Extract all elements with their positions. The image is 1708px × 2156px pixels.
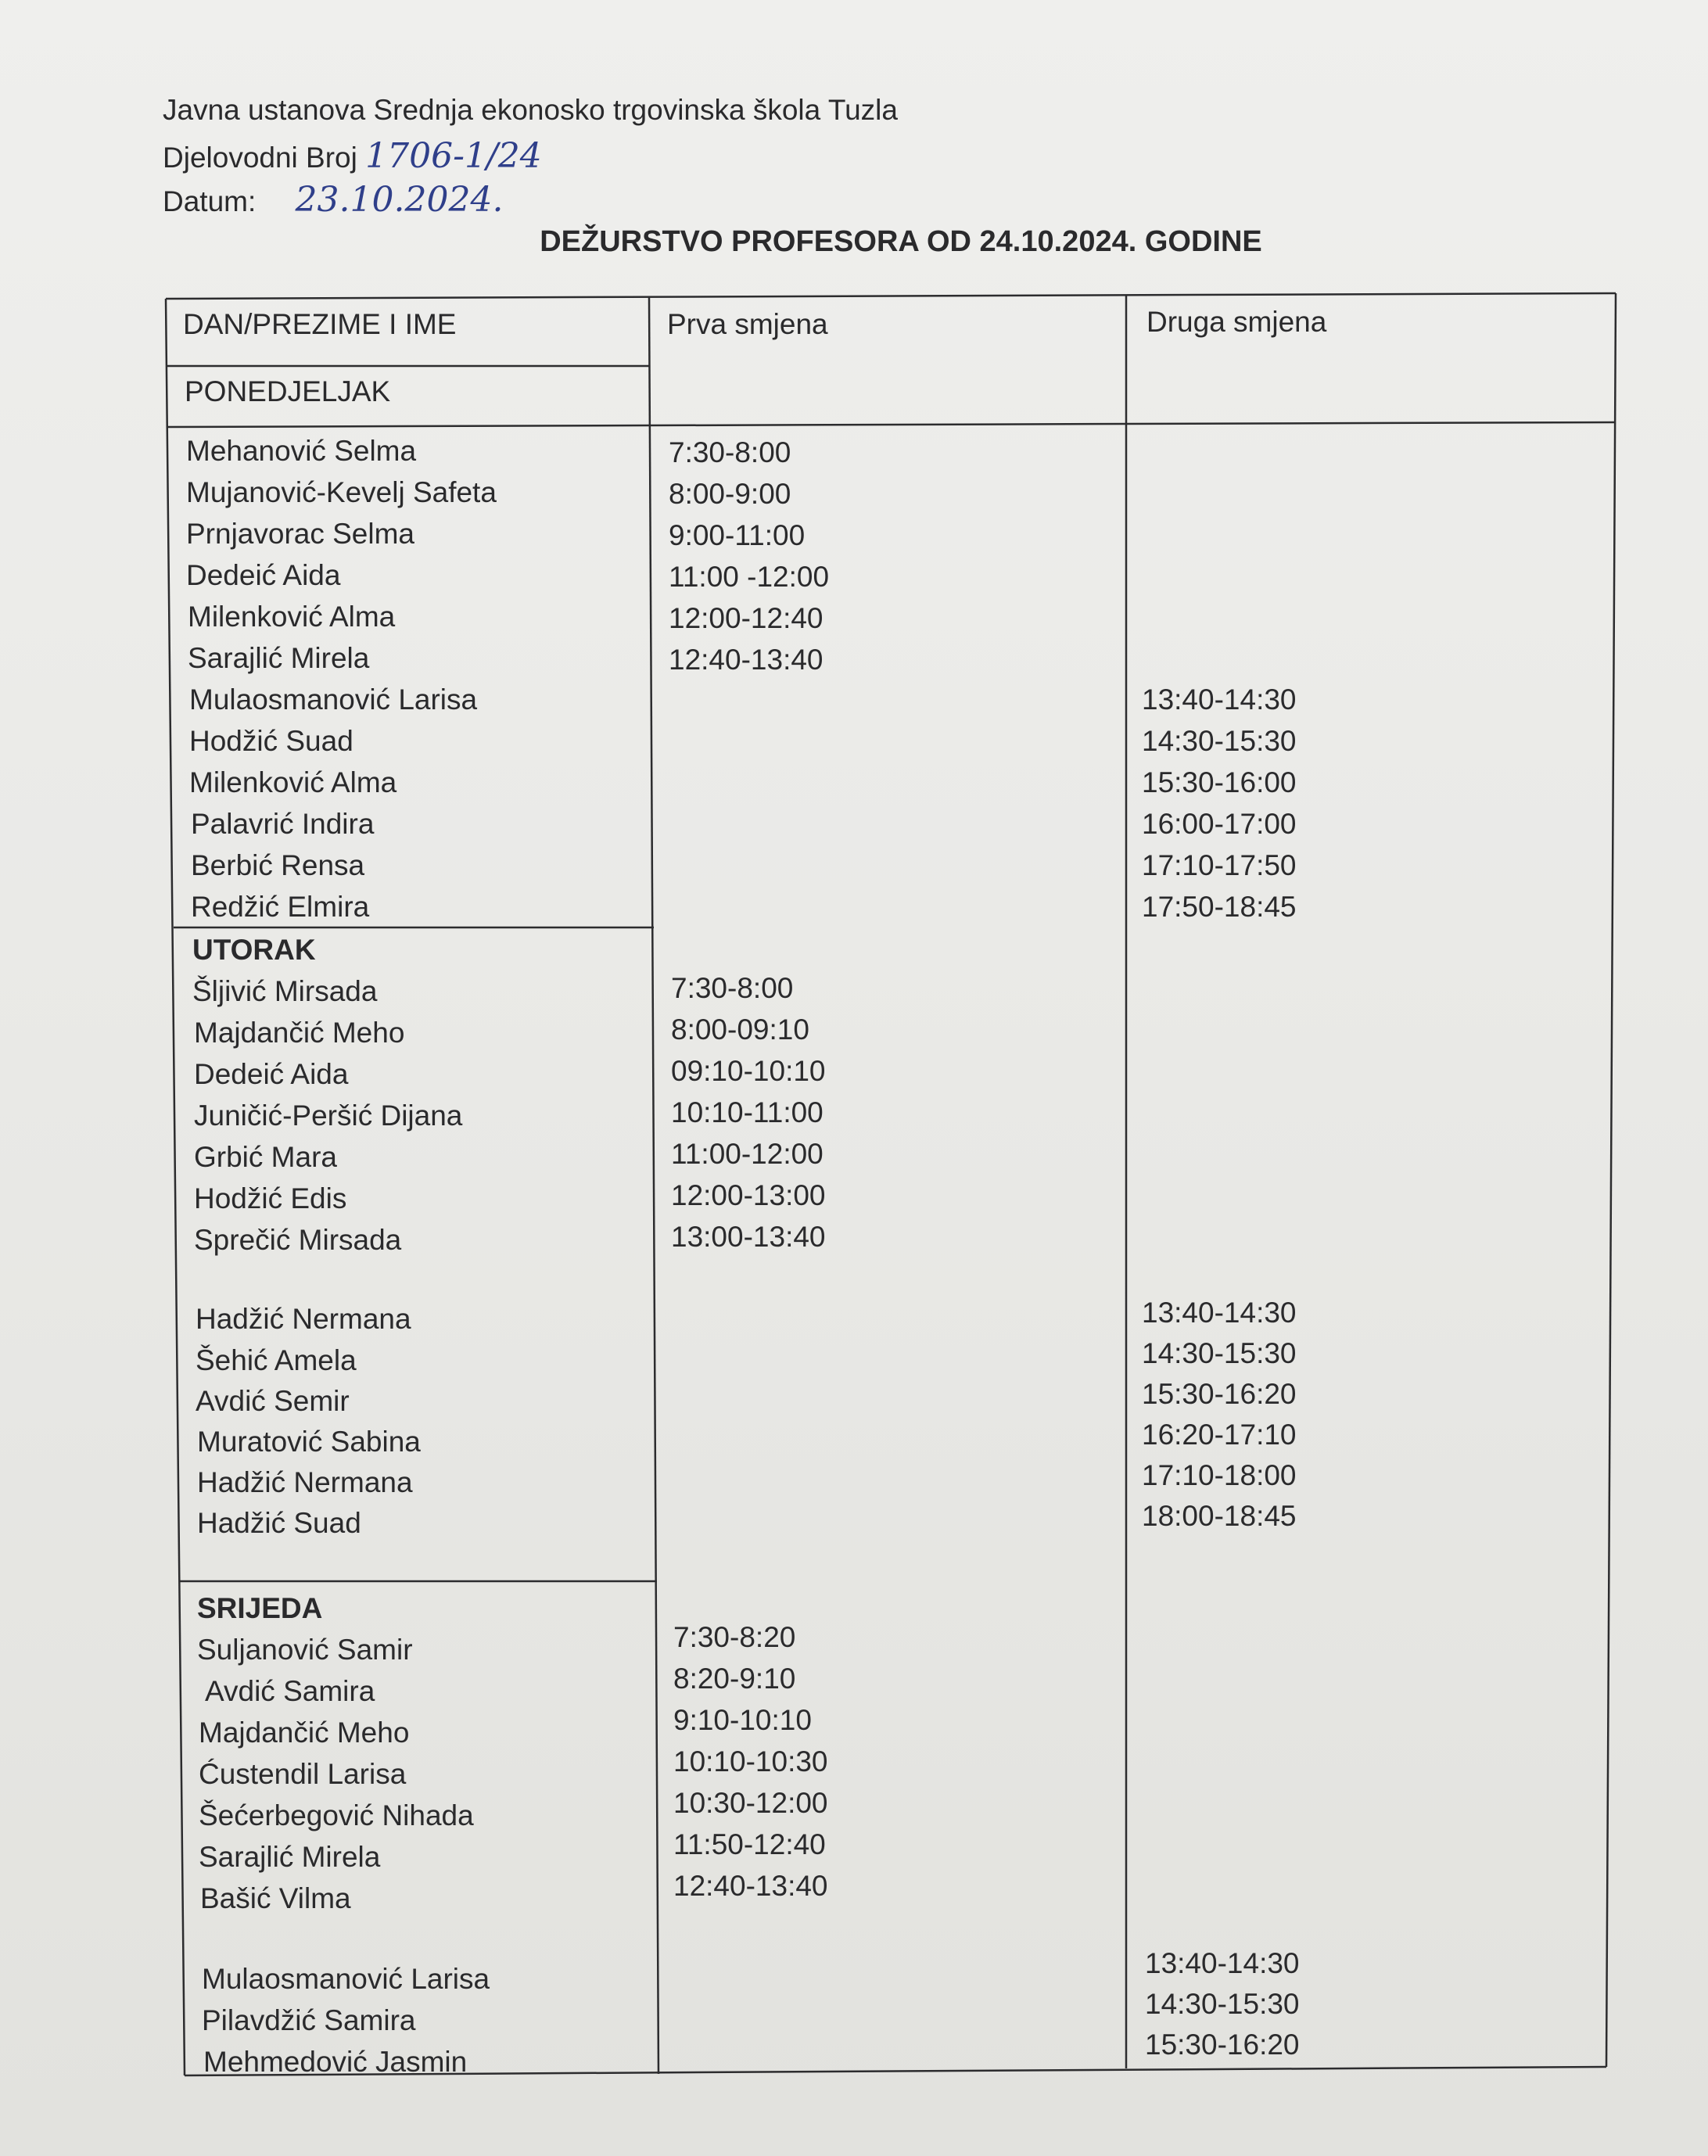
duty-time: 10:10-11:00 xyxy=(671,1096,824,1128)
duty-time: 12:00-12:40 xyxy=(669,602,824,634)
day-label-tuesday: UTORAK xyxy=(192,934,316,966)
duty-name: Dedeić Aida xyxy=(186,559,341,591)
document-title: DEŽURSTVO PROFESORA OD 24.10.2024. GODINE xyxy=(540,225,1262,258)
duty-name: Dedeić Aida xyxy=(194,1058,349,1090)
date-label: Datum: xyxy=(163,185,257,217)
day-label-monday: PONEDJELJAK xyxy=(185,375,391,407)
duty-time: 12:40-13:40 xyxy=(673,1870,828,1902)
duty-name: Mujanović-Kevelj Safeta xyxy=(186,476,497,508)
duty-name: Sprečić Mirsada xyxy=(194,1224,402,1256)
duty-time: 13:40-14:30 xyxy=(1142,1297,1297,1329)
institution-name: Javna ustanova Srednja ekonosko trgovinska škola Tuzla xyxy=(163,94,898,126)
duty-name: Hadžić Suad xyxy=(197,1507,361,1539)
duty-time: 14:30-15:30 xyxy=(1142,1337,1297,1369)
duty-time: 11:00-12:00 xyxy=(671,1138,824,1170)
duty-time: 11:50-12:40 xyxy=(673,1828,826,1860)
duty-name: Bašić Vilma xyxy=(200,1882,351,1914)
duty-name: Hadžić Nermana xyxy=(197,1466,413,1498)
duty-time: 12:40-13:40 xyxy=(669,644,824,676)
duty-name: Avdić Semir xyxy=(196,1385,350,1417)
duty-time: 17:50-18:45 xyxy=(1142,891,1297,923)
duty-name: Majdančić Meho xyxy=(199,1717,410,1749)
duty-name: Pilavdžić Samira xyxy=(202,2004,416,2036)
duty-time: 8:20-9:10 xyxy=(673,1663,796,1695)
duty-name: Avdić Samira xyxy=(205,1675,375,1707)
duty-time: 17:10-18:00 xyxy=(1142,1459,1297,1491)
duty-name: Suljanović Samir xyxy=(197,1634,413,1666)
duty-name: Grbić Mara xyxy=(194,1141,337,1173)
duty-time: 15:30-16:00 xyxy=(1142,766,1297,798)
duty-name: Palavrić Indira xyxy=(191,808,375,840)
duty-name: Šljivić Mirsada xyxy=(192,975,378,1007)
duty-name: Redžić Elmira xyxy=(191,891,370,923)
date-handwritten: 23.10.2024. xyxy=(295,180,504,220)
duty-name: Hadžić Nermana xyxy=(196,1303,411,1335)
duty-time: 14:30-15:30 xyxy=(1145,1988,1300,2020)
duty-name: Majdančić Meho xyxy=(194,1017,405,1049)
column-header-second-shift: Druga smjena xyxy=(1146,306,1327,338)
duty-time: 10:30-12:00 xyxy=(673,1787,828,1819)
day-label-wednesday: SRIJEDA xyxy=(197,1592,323,1624)
duty-time: 9:10-10:10 xyxy=(673,1704,812,1736)
duty-time: 18:00-18:45 xyxy=(1142,1500,1297,1532)
reference-number-handwritten: 1706-1/24 xyxy=(365,136,542,176)
duty-time: 11:00 -12:00 xyxy=(669,561,830,593)
duty-time: 17:10-17:50 xyxy=(1142,849,1297,881)
duty-time: 7:30-8:00 xyxy=(671,972,794,1004)
duty-time: 16:20-17:10 xyxy=(1142,1419,1297,1451)
column-header-first-shift: Prva smjena xyxy=(667,308,828,340)
duty-time: 8:00-9:00 xyxy=(669,478,791,510)
duty-name: Šećerbegović Nihada xyxy=(199,1799,474,1831)
duty-name: Muratović Sabina xyxy=(197,1426,421,1458)
duty-name: Milenković Alma xyxy=(188,601,396,633)
duty-time: 7:30-8:00 xyxy=(669,436,791,468)
duty-name: Berbić Rensa xyxy=(191,849,365,881)
duty-time: 8:00-09:10 xyxy=(671,1013,809,1046)
duty-time: 16:00-17:00 xyxy=(1142,808,1297,840)
duty-time: 9:00-11:00 xyxy=(669,519,806,551)
duty-time: 13:00-13:40 xyxy=(671,1221,826,1253)
duty-name: Mulaosmanović Larisa xyxy=(202,1963,490,1995)
duty-name: Mehmedović Jasmin xyxy=(203,2046,468,2078)
duty-time: 15:30-16:20 xyxy=(1145,2029,1300,2061)
duty-time: 13:40-14:30 xyxy=(1145,1947,1300,1979)
duty-time: 13:40-14:30 xyxy=(1142,683,1297,716)
duty-name: Juničić-Peršić Dijana xyxy=(194,1100,463,1132)
duty-name: Hodžić Edis xyxy=(194,1182,347,1214)
duty-name: Šehić Amela xyxy=(196,1344,357,1376)
duty-time: 10:10-10:30 xyxy=(673,1745,828,1778)
duty-name: Mulaosmanović Larisa xyxy=(189,683,478,716)
duty-name: Sarajlić Mirela xyxy=(199,1841,381,1873)
duty-name: Sarajlić Mirela xyxy=(188,642,370,674)
duty-time: 14:30-15:30 xyxy=(1142,725,1297,757)
duty-time: 09:10-10:10 xyxy=(671,1055,826,1087)
duty-name: Prnjavorac Selma xyxy=(186,518,415,550)
column-header-name: DAN/PREZIME I IME xyxy=(183,308,457,340)
duty-time: 12:00-13:00 xyxy=(671,1179,826,1211)
duty-name: Ćustendil Larisa xyxy=(199,1758,407,1790)
duty-name: Milenković Alma xyxy=(189,766,397,798)
reference-number-label: Djelovodni Broj xyxy=(163,142,357,174)
duty-name: Mehanović Selma xyxy=(186,435,417,467)
duty-time: 7:30-8:20 xyxy=(673,1621,796,1653)
duty-name: Hodžić Suad xyxy=(189,725,353,757)
duty-time: 15:30-16:20 xyxy=(1142,1378,1297,1410)
